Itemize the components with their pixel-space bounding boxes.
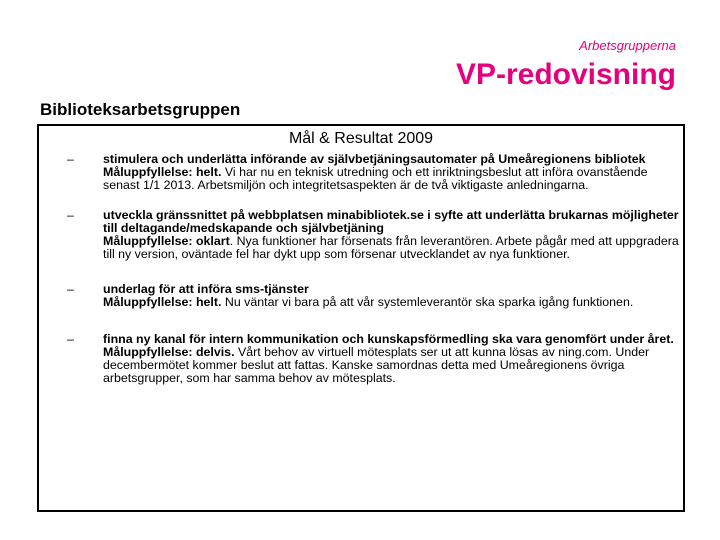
status-paragraph	[103, 234, 679, 261]
goal-text: finna ny kanal för intern kommunikation och kunskapsförmedling ska vara genomfört under året.	[103, 332, 674, 346]
status-text: Nu väntar vi bara på att vår systemleverantör ska sparka igång funktionen.	[221, 295, 634, 309]
status-label: Måluppfyllelse: helt.	[103, 295, 222, 309]
group-heading: Biblioteksarbetsgruppen	[40, 100, 241, 119]
page-title: VP-redovisning	[455, 58, 676, 91]
status-text: Vårt behov av virtuell mötesplats ser ut att kunna lösas av ning.com. Under decembermötet kommer beslut att fattas. Kanske samordnas detta med Umeåregionens övriga arbetsgrupper, som har samma behov av mötesplats.	[103, 345, 650, 385]
status-label: Måluppfyllelse: delvis.	[103, 345, 235, 359]
status-label: Måluppfyllelse: helt.	[103, 165, 222, 179]
list-item	[67, 153, 679, 192]
bullet-dash: –	[67, 152, 74, 166]
list-item	[67, 333, 679, 385]
goal-list	[67, 153, 679, 403]
list-item	[67, 209, 679, 261]
goal-text: utveckla gränssnittet på webbplatsen minabibliotek.se i syfte att underlätta brukarnas möjligheter till deltagande/medskapande och självbetjäning	[103, 208, 679, 235]
box-title: Mål & Resultat 2009	[288, 130, 434, 147]
results-box	[37, 124, 685, 512]
status-paragraph	[103, 295, 633, 309]
goal-text: underlag för att införa sms-tjänster	[103, 282, 309, 296]
status-paragraph	[103, 165, 648, 192]
bullet-dash: –	[67, 332, 74, 346]
status-text: Vi har nu en teknisk utredning och ett inriktningsbeslut att införa ovanstående senast 1/1 2013. Arbetsmiljön och integritetsaspekten är de två viktigaste anledningarna.	[103, 165, 648, 192]
bullet-dash: –	[67, 282, 74, 296]
section-kicker: Arbetsgrupperna	[579, 38, 676, 53]
bullet-dash: –	[67, 208, 74, 222]
status-text: . Nya funktioner har försenats från leverantören. Arbete pågår med att uppgradera till ny version, oväntade fel har dykt upp som försenar utvecklandet av nya funktioner.	[103, 234, 679, 261]
list-item	[67, 283, 679, 309]
status-paragraph	[103, 345, 649, 385]
status-label: Måluppfyllelse: oklart	[103, 234, 230, 248]
goal-text: stimulera och underlätta införande av självbetjäningsautomater på Umeåregionens bibliotek	[103, 152, 646, 166]
